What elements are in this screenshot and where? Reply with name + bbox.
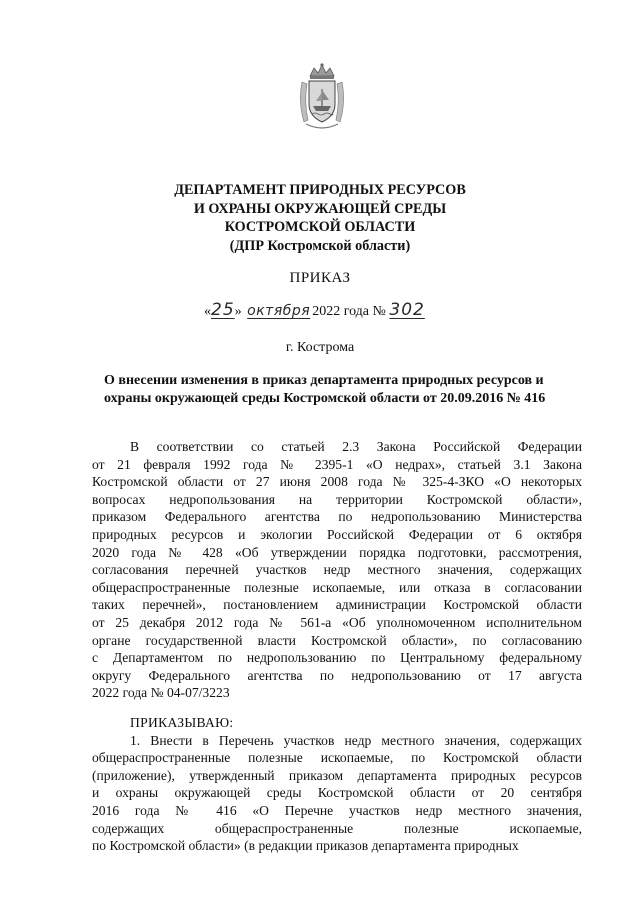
decree-line: 1. Внести в Перечень участков недр местного значения, содержащих [130,732,582,748]
preamble-line: согласования перечней участков недр местного значения, содержащих [92,562,582,578]
preamble-line: округу Федерального агентства по недропользованию от 17 августа [92,667,582,683]
preamble-line: таких перечней», постановлением администрации Костромской области [92,597,582,613]
department-header [0,181,640,255]
preamble-line: природных ресурсов и экологии Российской Федерации от 6 октября [92,526,582,542]
date-open-quote: « [204,304,211,319]
preamble-line: Костромской области от 27 июня 2008 года № 325-4-ЗКО «О некоторых [92,474,582,490]
decree-line: содержащих общераспространенные полезные ископаемые, [92,820,582,836]
preamble-line: с Департаментом по недропользованию по Центральному федеральному [92,650,582,666]
preamble-line: 2022 года № 04-07/3223 [92,685,230,701]
preamble-line: от 21 февраля 1992 года № 2395-1 «О недрах», статьей 3.1 Закона [92,456,582,472]
department-name-line-1: ДЕПАРТАМЕНТ ПРИРОДНЫХ РЕСУРСОВ [174,182,466,198]
preamble-line: 2020 года № 428 «Об утверждении порядка подготовки, рассмотрения, [92,544,582,560]
department-abbreviation: (ДПР Костромской области) [229,237,411,254]
subject-line-2: охраны окружающей среды Костромской области от 20.09.2016 № 416 [104,391,546,406]
preamble-paragraph [92,438,582,702]
decree-line: по Костромской области» (в редакции приказов департамента природных [92,838,519,854]
preamble-line: приказом Федерального агентства по недропользованию Министерства [92,509,582,525]
preamble-line: В соответствии со статьей 2.3 Закона Российской Федерации [130,439,582,454]
order-year-text: 2022 года № [312,304,386,319]
order-day-handwritten: 25 [211,300,235,320]
preamble-line: от 25 декабря 2012 года № 561-а «Об уполномоченном исполнительном [92,614,582,630]
order-date-line [204,300,425,320]
decree-line: (приложение), утвержденный приказом департамента природных ресурсов [92,767,582,783]
order-subject [104,372,546,408]
order-month-handwritten: октября [247,303,311,319]
department-name-line-3: КОСТРОМСКОЙ ОБЛАСТИ [224,219,416,235]
order-city: г. Кострома [285,340,355,355]
decree-line: общераспространенные полезные ископаемые, по Костромской области [92,750,582,766]
order-title: ПРИКАЗ [289,270,351,286]
kostroma-coat-of-arms-icon [296,62,348,132]
date-close-quote: » [234,304,242,319]
preamble-line: общераспространенные полезные ископаемые, или отказа в согласовании [92,579,582,595]
decree-heading: ПРИКАЗЫВАЮ: [130,715,234,730]
preamble-line: вопросах недропользования на территории Костромской области», [92,491,582,507]
decree-section [92,714,582,855]
subject-line-1: О внесении изменения в приказ департамента природных ресурсов и [104,373,544,388]
order-number-handwritten: 302 [389,300,425,320]
preamble-line: органе государственной власти Костромской области», по согласованию [92,632,582,648]
department-name-line-2: И ОХРАНЫ ОКРУЖАЮЩЕЙ СРЕДЫ [193,200,447,217]
decree-line: и охраны окружающей среды Костромской области от 20 сентября [92,785,582,801]
decree-line: 2016 года № 416 «О Перечне участков недр местного значения, [92,802,582,818]
